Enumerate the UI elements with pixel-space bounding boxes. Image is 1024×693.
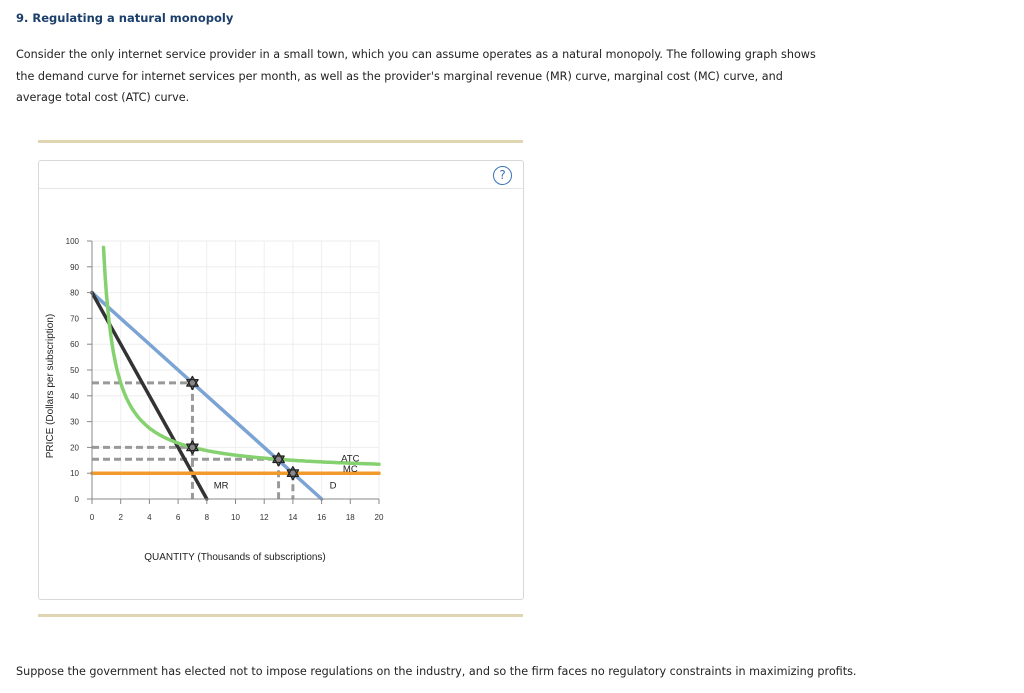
x-tick-label: 16: [317, 513, 327, 522]
curve-label-d: D: [329, 480, 337, 492]
curve-label-mr: MR: [213, 480, 229, 492]
y-tick-label: 70: [70, 314, 79, 324]
x-tick-label: 10: [231, 513, 240, 522]
x-tick-label: 4: [147, 513, 152, 522]
y-tick-label: 100: [65, 237, 79, 246]
x-tick-label: 20: [374, 513, 384, 522]
curve-atc: [104, 247, 380, 464]
curve-label-mc: MC: [342, 463, 358, 475]
y-tick-label: 0: [74, 495, 79, 504]
x-axis-label: QUANTITY (Thousands of subscriptions): [144, 552, 326, 563]
top-divider: [38, 140, 523, 143]
axes: [66, 237, 384, 522]
y-axis-label: PRICE (Dollars per subscription): [45, 313, 56, 459]
footer-text: Suppose the government has elected not to impose regulations on the industry, and so the firm faces no regulatory constraints in maximizing profits.: [16, 665, 857, 678]
x-tick-label: 6: [175, 513, 181, 522]
y-tick-label: 90: [70, 262, 79, 272]
page-title: 9. Regulating a natural monopoly: [16, 11, 234, 25]
y-tick-label: 40: [70, 391, 79, 401]
bottom-divider: [38, 614, 523, 617]
x-tick-label: 14: [288, 513, 298, 522]
graph-panel: [38, 160, 524, 600]
x-tick-label: 12: [259, 513, 269, 522]
y-tick-label: 80: [70, 288, 79, 298]
y-tick-label: 20: [70, 443, 79, 453]
panel-header: [39, 161, 523, 189]
x-tick-label: 18: [345, 513, 355, 522]
curve-label-atc: ATC: [341, 453, 360, 465]
y-tick-label: 50: [70, 366, 79, 375]
help-icon[interactable]: ?: [493, 166, 512, 185]
intro-text: Consider the only internet service provider in a small town, which you can assume operates as a natural monopoly. The following graph shows the demand curve for internet services per month, as well as the provider's marginal revenue (MR) curve, marginal cost (MC) curve, and average total cost (ATC) curve.: [16, 48, 816, 104]
y-tick-label: 60: [70, 340, 79, 350]
y-tick-label: 10: [70, 469, 79, 479]
x-tick-label: 2: [118, 513, 123, 522]
y-tick-label: 30: [70, 417, 79, 427]
x-tick-label: 0: [89, 513, 95, 522]
x-tick-label: 8: [204, 513, 210, 522]
monopoly-chart[interactable]: [39, 189, 523, 597]
point-marker[interactable]: [187, 441, 198, 454]
